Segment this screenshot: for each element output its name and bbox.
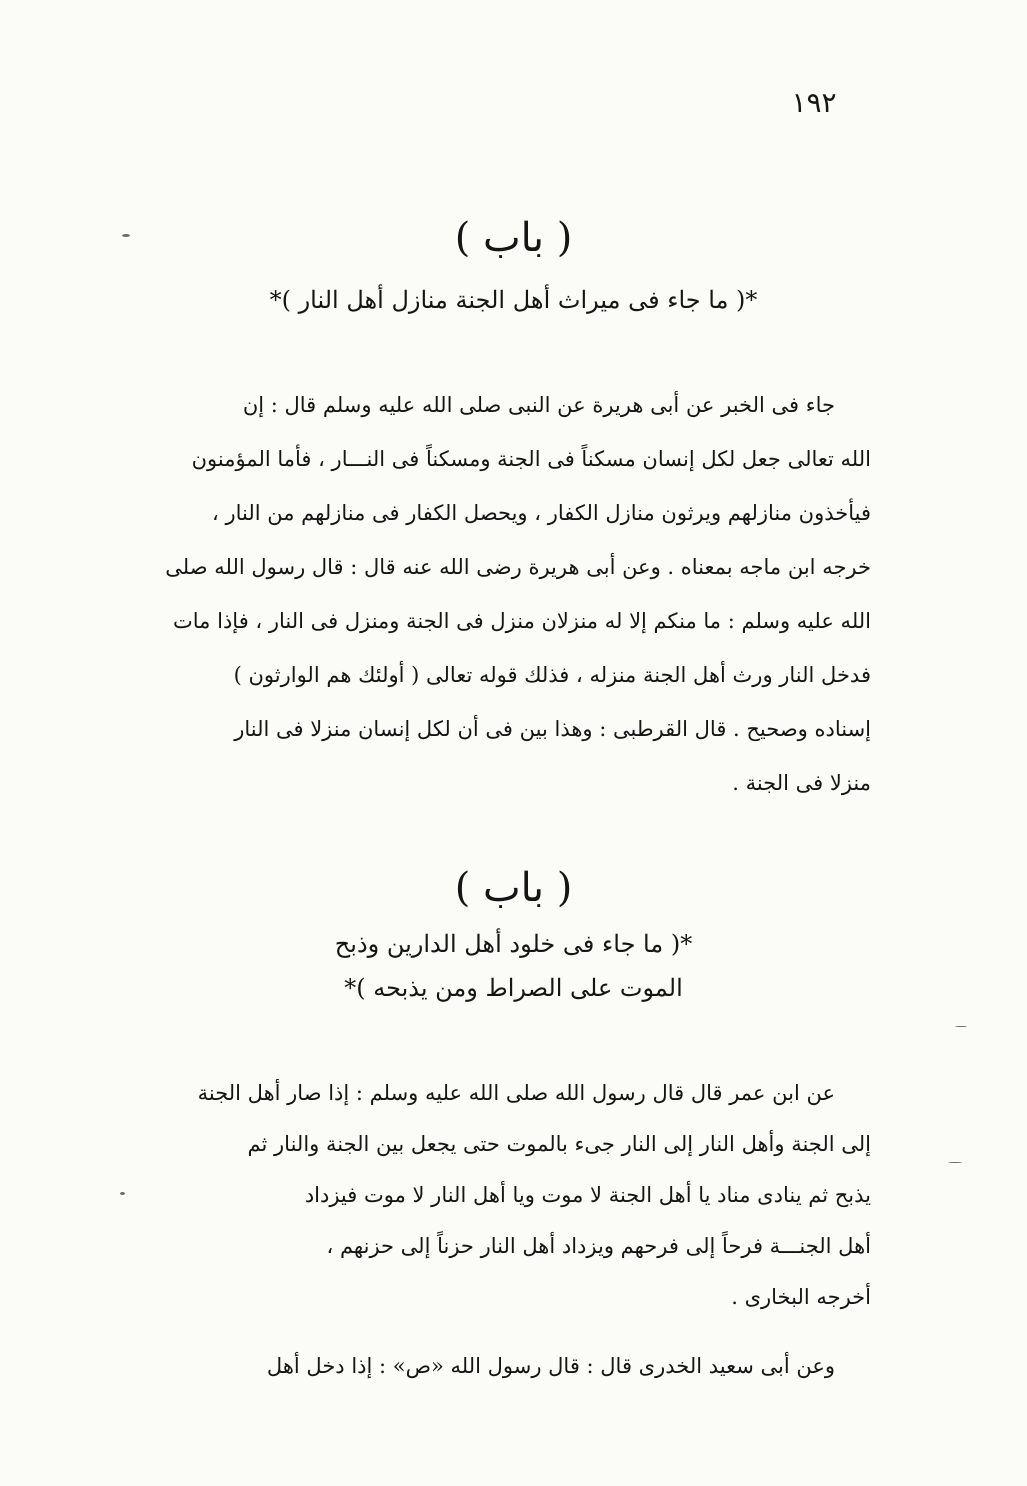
- text-line: وعن أبى سعيد الخدرى قال : قال رسول الله «ص» : إذا دخل أهل: [266, 1354, 835, 1378]
- print-speck: [955, 1026, 967, 1027]
- page-number: ١٩٢: [791, 86, 837, 119]
- paragraph-2: [163, 1068, 871, 1323]
- text-line: الله عليه وسلم : ما منكم إلا له منزلان منزل فى الجنة ومنزل فى النار ، فإذا مات: [173, 609, 871, 633]
- chapter-section-2: [0, 865, 1027, 1010]
- paragraph-1: [163, 378, 871, 810]
- text-line: فدخل النار ورث أهل الجنة منزله ، فذلك قوله تعالى ( أولئك هم الوارثون ): [233, 663, 871, 687]
- text-line: فيأخذون منازلهم ويرثون منازل الكفار ، ويحصل الكفار فى منازلهم من النار ،: [212, 501, 871, 525]
- text-line: إلى الجنة وأهل النار إلى النار جىء بالموت حتى يجعل بين الجنة والنار ثم: [247, 1132, 871, 1156]
- paragraph-3: [163, 1343, 871, 1389]
- text-line: منزلا فى الجنة .: [732, 771, 871, 795]
- text-line: جاء فى الخبر عن أبى هريرة عن النبى صلى الله عليه وسلم قال : إن: [242, 393, 835, 417]
- text-line: إسناده وصحيح . قال القرطبى : وهذا بين فى أن لكل إنسان منزلا فى النار: [234, 717, 871, 741]
- text-line: عن ابن عمر قال قال رسول الله صلى الله عليه وسلم : إذا صار أهل الجنة: [197, 1081, 835, 1105]
- chapter-title-line: الموت على الصراط ومن يذبحه )*: [344, 974, 683, 1002]
- chapter-title: [0, 278, 1027, 322]
- chapter-heading: ( باب ): [454, 865, 573, 911]
- text-line: خرجه ابن ماجه بمعناه . وعن أبى هريرة رضى الله عنه قال : قال رسول الله صلى: [165, 555, 871, 579]
- chapter-heading: ( باب ): [454, 215, 573, 261]
- chapter-title-line: *( ما جاء فى ميراث أهل الجنة منازل أهل النار )*: [269, 286, 758, 314]
- print-speck: [122, 234, 130, 237]
- chapter-section-1: [0, 215, 1027, 322]
- chapter-title: [0, 922, 1027, 1010]
- print-speck: [948, 1162, 962, 1163]
- text-line: أخرجه البخارى .: [731, 1285, 871, 1309]
- print-speck: [120, 1192, 125, 1195]
- text-line: أهل الجنـــة فرحاً إلى فرحهم ويزداد أهل النار حزناً إلى حزنهم ،: [326, 1234, 871, 1258]
- text-line: الله تعالى جعل لكل إنسان مسكناً فى الجنة ومسكناً فى النـــار ، فأما المؤمنون: [191, 447, 871, 471]
- text-line: يذبح ثم ينادى مناد يا أهل الجنة لا موت ويا أهل النار لا موت فيزداد: [304, 1183, 871, 1207]
- chapter-title-line: *( ما جاء فى خلود أهل الدارين وذبح: [334, 930, 693, 958]
